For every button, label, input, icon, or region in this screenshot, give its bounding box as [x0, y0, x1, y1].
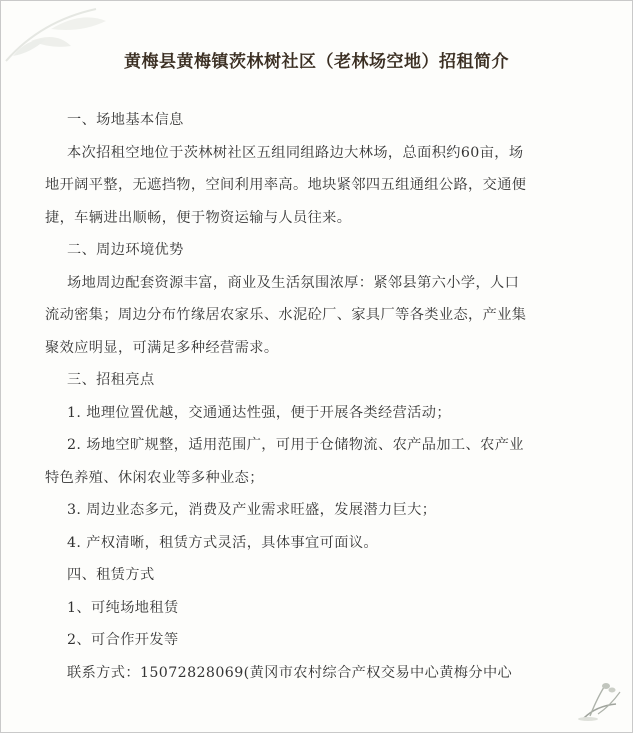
page-title: 黄梅县黄梅镇茨林树社区（老林场空地）招租简介: [124, 52, 509, 72]
list-item: 3. 周边业态多元，消费及产业需求旺盛，发展潜力巨大；: [67, 502, 437, 518]
list-item-continuation: 特色养殖、休闲农业等多种业态；: [45, 469, 264, 486]
section-heading: 一、场地基本信息: [67, 112, 184, 128]
section-heading: 三、招租亮点: [67, 372, 155, 388]
paragraph-line: 聚效应明显，可满足多种经营需求。: [45, 339, 279, 356]
paragraph-line: 流动密集；周边分布竹缘居农家乐、水泥砼厂、家具厂等各类业态，产业集: [45, 307, 527, 323]
list-item: 2. 场地空旷规整，适用范围广，可用于仓储物流、农产品加工、农产业: [67, 437, 524, 453]
section-heading: 二、周边环境优势: [67, 242, 184, 258]
document-body: [45, 104, 598, 689]
contact-info: 联系方式：15072828069(黄冈市农村综合产权交易中心黄梅分中心: [67, 664, 513, 681]
section-heading: 四、租赁方式: [67, 567, 155, 583]
paragraph-line: 捷，车辆进出顺畅，便于物资运输与人员往来。: [45, 209, 352, 226]
list-item: 1、可纯场地租赁: [67, 599, 179, 616]
list-item: 2、可合作开发等: [67, 632, 179, 648]
paragraph-line: 本次招租空地位于茨林树社区五组同组路边大林场，总面积约60亩，场: [67, 144, 524, 161]
orchid-icon: [576, 676, 624, 722]
paragraph-line: 地开阔平整，无遮挡物，空间利用率高。地块紧邻四五组通组公路，交通便: [45, 177, 527, 193]
list-item: 4. 产权清晰，租赁方式灵活，具体事宜可面议。: [67, 534, 378, 551]
paragraph-line: 场地周边配套资源丰富，商业及生活氛围浓厚：紧邻县第六小学，人口: [67, 274, 520, 291]
list-item: 1. 地理位置优越，交通通达性强，便于开展各类经营活动；: [67, 404, 451, 421]
